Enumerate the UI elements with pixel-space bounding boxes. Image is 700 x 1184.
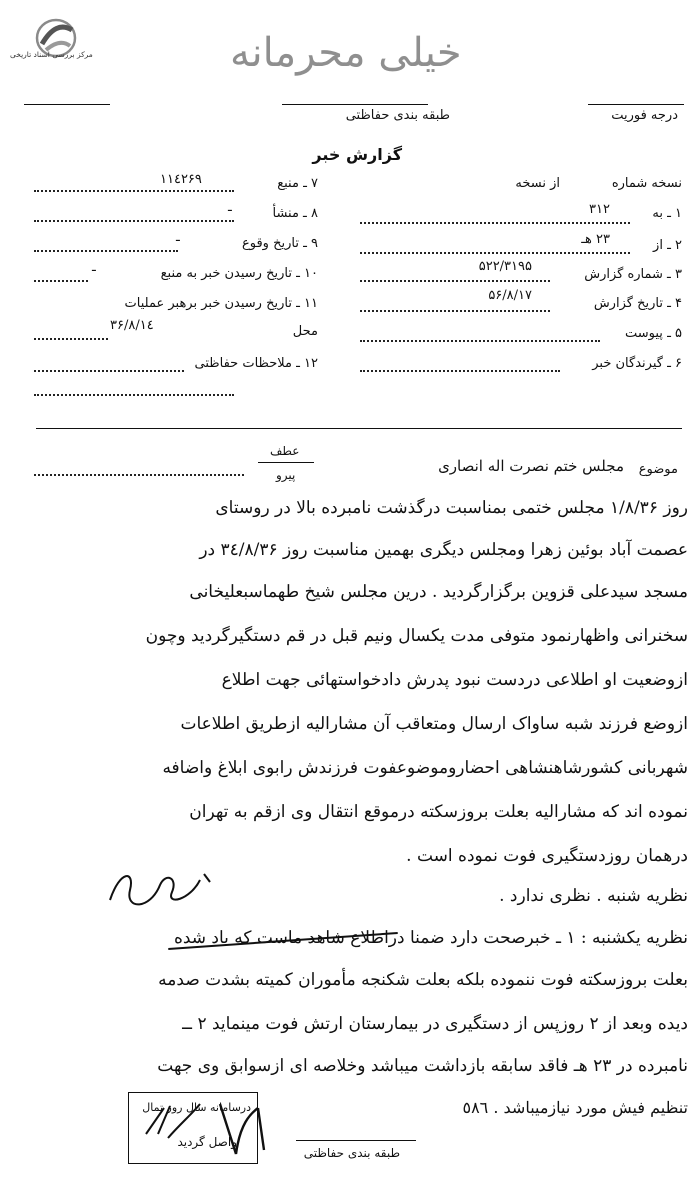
page-heading: خیلی محرمانه xyxy=(230,30,462,76)
source-received-dots xyxy=(34,280,88,282)
body-line: مسجد سیدعلی قزوین برگزارگردید . درین مجلس شیخ طهماسبعلیخانی xyxy=(189,582,688,602)
report-date-value: ۵۶/۸/۱۷ xyxy=(488,288,532,303)
source-value: ۱۱٤۲۶۹ xyxy=(160,172,202,187)
sunday-opinion-line: تنظیم فیش مورد نیازمیباشد . ٥٨٦ xyxy=(462,1098,688,1117)
footer-classification-label: طبقه بندی حفاظتی xyxy=(303,1146,400,1160)
signature-icon xyxy=(140,1094,290,1178)
from-dots xyxy=(360,252,630,254)
from-value: ۲۳ هـ xyxy=(581,232,610,247)
sunday-opinion-line: دیده وبعد از ۲ روزپس از دستگیری در بیمارستان ارتش فوت مینماید ۲ ــ xyxy=(182,1014,688,1034)
occurrence-date-dots xyxy=(34,250,178,252)
occurrence-date-label: ۹ ـ تاریخ وقوع xyxy=(241,236,318,251)
body-line: عصمت آباد بوئین زهرا ومجلس دیگری بهمین مناسبت روز ۳٤/۸/۳۶ در xyxy=(199,540,688,560)
attachment-label: ۵ ـ پیوست xyxy=(625,326,682,341)
subject-value: مجلس ختم نصرت اله انصاری xyxy=(438,457,624,475)
report-number-value: ۵۲۲/۳۱۹۵ xyxy=(478,259,532,274)
subject-label: موضوع xyxy=(638,462,678,477)
location-dots xyxy=(34,338,108,340)
location-value: ۳۶/۸/۱٤ xyxy=(110,318,154,333)
report-title: گزارش خبر xyxy=(312,145,402,164)
follow-up-label: پیرو xyxy=(276,468,296,482)
priority-top-rule xyxy=(588,104,684,105)
report-date-label: ۴ ـ تاریخ گزارش xyxy=(593,296,682,311)
report-date-dots xyxy=(360,310,550,312)
copy-of-label: از نسخه xyxy=(515,176,560,191)
security-notes-dots-2 xyxy=(34,394,234,396)
origin-value: ـ xyxy=(228,200,232,215)
location-label: محل xyxy=(292,324,318,339)
sunday-opinion-line: نظریه یکشنبه : ۱ ـ خبرصحت دارد ضمنا دراطلاع شاهد ماست که یاد شده xyxy=(173,928,688,948)
priority-rule xyxy=(24,104,110,105)
handwritten-initials-icon xyxy=(100,860,220,924)
security-notes-dots xyxy=(34,370,184,372)
body-line: روز ۱/۸/۳۶ مجلس ختمی بمناسبت درگذشت نامبرده بالا در روستای xyxy=(215,498,688,518)
classification-label: طبقه بندی حفاظتی xyxy=(345,108,450,123)
report-number-dots xyxy=(360,280,550,282)
report-number-label: ۳ ـ شماره گزارش xyxy=(584,267,682,282)
occurrence-date-value: ـ xyxy=(176,230,180,245)
to-dots xyxy=(360,222,630,224)
stamp-line-1: درسامانه سال روز تمال xyxy=(142,1101,251,1114)
saturday-opinion: نظریه شنبه . نظری ندارد . xyxy=(499,886,688,906)
subject-dots xyxy=(34,474,244,476)
body-line: نموده اند که مشارالیه بعلت بروزسکته درموقع انتقال وی ازقم به تهران xyxy=(189,802,688,822)
source-dots xyxy=(34,190,234,192)
source-received-value: ـ xyxy=(92,260,96,275)
source-received-label: ۱۰ ـ تاریخ رسیدن خبر به منبع xyxy=(160,266,318,281)
classification-rule xyxy=(282,104,428,105)
archive-caption: مرکز بررسی اسناد تاریخی xyxy=(10,50,93,59)
reference-divider xyxy=(258,462,314,463)
footer-rule xyxy=(296,1140,416,1141)
body-line: ازوضع فرزند شبه ساواک ارسال ومتعاقب آن مشارالیه ازطریق اطلاعات xyxy=(180,714,688,734)
sunday-opinion-line: بعلت بروزسکته فوت ننموده بلکه بعلت شکنجه مأموران کمیته بشدت صدمه xyxy=(158,970,688,990)
priority-label: درجه فوریت xyxy=(611,108,678,123)
reference-label: عطف xyxy=(270,444,300,458)
security-notes-label: ۱۲ ـ ملاحظات حفاظتی xyxy=(194,356,318,371)
stamp-line-2: واصل گردید xyxy=(177,1135,237,1149)
source-label: ۷ ـ منبع xyxy=(277,176,318,191)
to-value: ۳۱۲ xyxy=(589,202,610,217)
recipients-dots xyxy=(360,370,560,372)
from-label: ۲ ـ از xyxy=(653,238,682,253)
body-line: درهمان روزدستگیری فوت نموده است . xyxy=(406,846,688,866)
header-separator xyxy=(36,428,682,429)
leader-received-label: ۱۱ ـ تاریخ رسیدن خبر برهبر عملیات xyxy=(124,296,318,311)
body-line: ازوضعیت او اطلاعی دردست نبود پدرش دادخواستهائی جهت اطلاع xyxy=(221,670,688,690)
body-line: سخنرانی واظهارنمود متوفی مدت یکسال ونیم قبل در قم دستگیرگردید وچون xyxy=(145,626,688,646)
attachment-dots xyxy=(360,340,600,342)
sunday-opinion-line: نامبرده در ۲۳ هـ فاقد سابقه بازداشت میباشد وخلاصه ای ازسوابق وی جهت xyxy=(157,1056,688,1076)
copy-number-label: نسخه شماره xyxy=(611,176,682,191)
recipients-label: ۶ ـ گیرندگان خبر xyxy=(592,356,682,371)
origin-label: ۸ ـ منشأ xyxy=(272,206,318,221)
origin-dots xyxy=(34,220,234,222)
to-label: ۱ ـ به xyxy=(652,206,682,221)
body-line: شهربانی کشورشاهنشاهی احضاروموضوعفوت فرزندش رابوی ابلاغ واضافه xyxy=(162,758,688,778)
